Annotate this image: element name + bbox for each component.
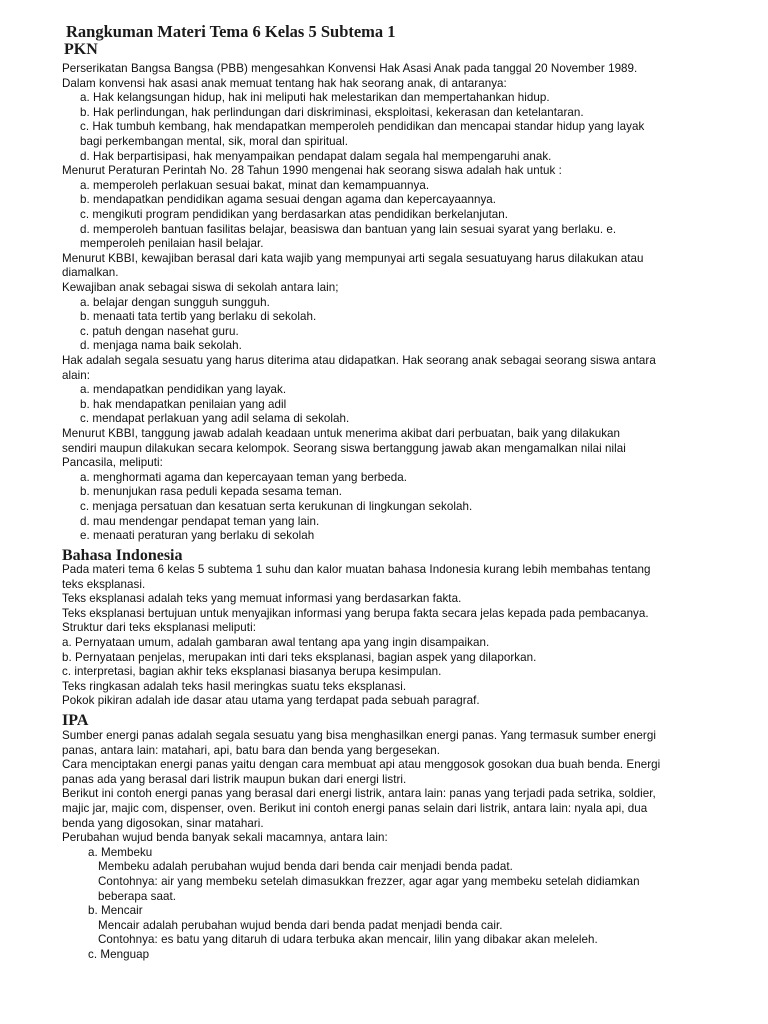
text-line: c. mengikuti program pendidikan yang berdasarkan atas pendidikan berkelanjutan. [80,208,509,221]
text-line: b. Pernyataan penjelas, merupakan inti dari teks eksplanasi, bagian aspek yang dilaporkan. [62,650,537,664]
text-line: Cara menciptakan energi panas yaitu dengan cara membuat api atau menggosok gosokan dua buah benda. Energi [62,758,661,772]
text-line: c. interpretasi, bagian akhir teks eksplanasi biasanya berupa kesimpulan. [62,665,442,679]
text-line: Teks eksplanasi bertujuan untuk menyajikan informasi yang berupa fakta secara jelas kepada pada pembacanya. [62,606,649,620]
text-line: b. hak mendapatkan penilaian yang adil [80,397,287,411]
text-line: a. Hak kelangsungan hidup, hak ini meliputi hak melestarikan dan mempertahankan hidup. [80,91,550,105]
text-line: b. Hak perlindungan, hak perlindungan dari diskriminasi, eksploitasi, kekerasan dan ketelantaran. [80,105,584,119]
text-line: Struktur dari teks eksplanasi meliputi: [62,621,256,635]
text-line: a. mendapatkan pendidikan yang layak. [80,383,287,397]
text-line: benda yang digosokan, sinar matahari. [62,816,264,830]
text-line: Teks ringkasan adalah teks hasil meringkas suatu teks eksplanasi. [62,679,407,693]
text-line: a. Membeku [88,845,153,859]
text-line: beberapa saat. [98,889,177,903]
section-heading: PKN [64,41,98,58]
text-line: Menurut Peraturan Perintah No. 28 Tahun 1990 mengenai hak seorang siswa adalah hak untuk : [62,164,562,178]
document-title: Rangkuman Materi Tema 6 Kelas 5 Subtema 1 [66,22,396,41]
text-line: e. menaati peraturan yang berlaku di sekolah [80,529,315,543]
section-heading: Bahasa Indonesia [62,547,183,564]
text-line: a. belajar dengan sungguh sungguh. [80,295,270,309]
text-line: teks eksplanasi. [62,577,146,591]
text-line: Berikut ini contoh energi panas yang berasal dari energi listrik, antara lain: panas yang terjadi pada setrika, soldier, [62,787,656,801]
text-line: Perserikatan Bangsa Bangsa (PBB) mengesahkan Konvensi Hak Asasi Anak pada tanggal 20 November 1989. [62,62,638,75]
text-line: majic jar, majic com, dispenser, oven. Berikut ini contoh energi panas selain dari listrik, antara lain: nyala api, dua [62,802,648,815]
text-line: Pancasila, meliputi: [62,456,163,470]
text-line: Membeku adalah perubahan wujud benda dari benda cair menjadi benda padat. [98,860,513,874]
text-line: c. Menguap [88,948,150,961]
text-line: Teks eksplanasi adalah teks yang memuat informasi yang berdasarkan fakta. [62,592,462,606]
text-line: diamalkan. [62,266,119,280]
text-line: memperoleh penilaian hasil belajar. [80,237,264,251]
text-line: Menurut KBBI, kewajiban berasal dari kata wajib yang mempunyai arti segala sesuatuyang harus dilakukan atau [62,251,644,265]
text-line: Pokok pikiran adalah ide dasar atau utama yang terdapat pada sebuah paragraf. [62,694,480,708]
text-line: bagi perkembangan mental, sik, moral dan spiritual. [80,135,349,148]
text-line: Pada materi tema 6 kelas 5 subtema 1 suhu dan kalor muatan bahasa Indonesia kurang lebih membahas tentang [62,563,651,576]
text-line: c. mendapat perlakuan yang adil selama di sekolah. [80,412,350,426]
text-line: sendiri maupun dilakukan secara kelompok. Seorang siswa bertanggung jawab akan mengamalkan nilai nilai [62,441,626,455]
text-line: Sumber energi panas adalah segala sesuatu yang bisa menghasilkan energi panas. Yang termasuk sumber energi [62,729,656,742]
text-line: Hak adalah segala sesuatu yang harus diterima atau didapatkan. Hak seorang anak sebagai seorang siswa antara [62,354,656,367]
text-line: Contohnya: air yang membeku setelah dimasukkan frezzer, agar agar yang membeku setelah didiamkan [98,875,640,888]
text-line: b. menunjukan rasa peduli kepada sesama teman. [80,485,343,499]
text-line: c. patuh dengan nasehat guru. [80,324,239,338]
text-line: alain: [62,368,91,382]
text-line: Mencair adalah perubahan wujud benda dari benda padat menjadi benda cair. [98,918,503,932]
text-line: b. Mencair [88,904,143,918]
text-line: Menurut KBBI, tanggung jawab adalah keadaan untuk menerima akibat dari perbuatan, baik yang dilakukan [62,427,621,440]
text-line: d. Hak berpartisipasi, hak menyampaikan pendapat dalam segala hal mempengaruhi anak. [80,149,552,163]
text-line: d. menjaga nama baik sekolah. [80,339,242,353]
text-line: Contohnya: es batu yang ditaruh di udara terbuka akan mencair, lilin yang dibakar akan meleleh. [98,933,598,947]
text-line: b. mendapatkan pendidikan agama sesuai dengan agama dan kepercayaannya. [80,193,497,207]
text-line: panas ada yang berasal dari listrik maupun bukan dari energi listri. [62,772,407,786]
text-line: Kewajiban anak sebagai siswa di sekolah antara lain; [62,281,339,294]
text-line: b. menaati tata tertib yang berlaku di sekolah. [80,310,317,324]
text-line: a. Pernyataan umum, adalah gambaran awal tentang apa yang ingin disampaikan. [62,636,490,649]
text-line: d. memperoleh bantuan fasilitas belajar, beasiswa dan bantuan yang lain sesuai syarat yang berlaku. e. [80,222,617,236]
text-line: Perubahan wujud benda banyak sekali macamnya, antara lain: [62,831,388,845]
text-line: a. memperoleh perlakuan sesuai bakat, minat dan kemampuannya. [80,178,430,192]
text-line: Dalam konvensi hak asasi anak memuat tentang hak hak seorang anak, di antaranya: [62,76,507,90]
text-line: d. mau mendengar pendapat teman yang lain. [80,514,320,528]
text-line: c. Hak tumbuh kembang, hak mendapatkan memperoleh pendidikan dan mencapai standar hidup yang layak [80,120,645,134]
text-line: a. menghormati agama dan kepercayaan teman yang berbeda. [80,470,407,484]
section-heading: IPA [62,712,89,729]
text-line: panas, antara lain: matahari, api, batu bara dan benda yang bergesekan. [62,743,441,757]
text-line: c. menjaga persatuan dan kesatuan serta kerukunan di lingkungan sekolah. [80,500,473,513]
